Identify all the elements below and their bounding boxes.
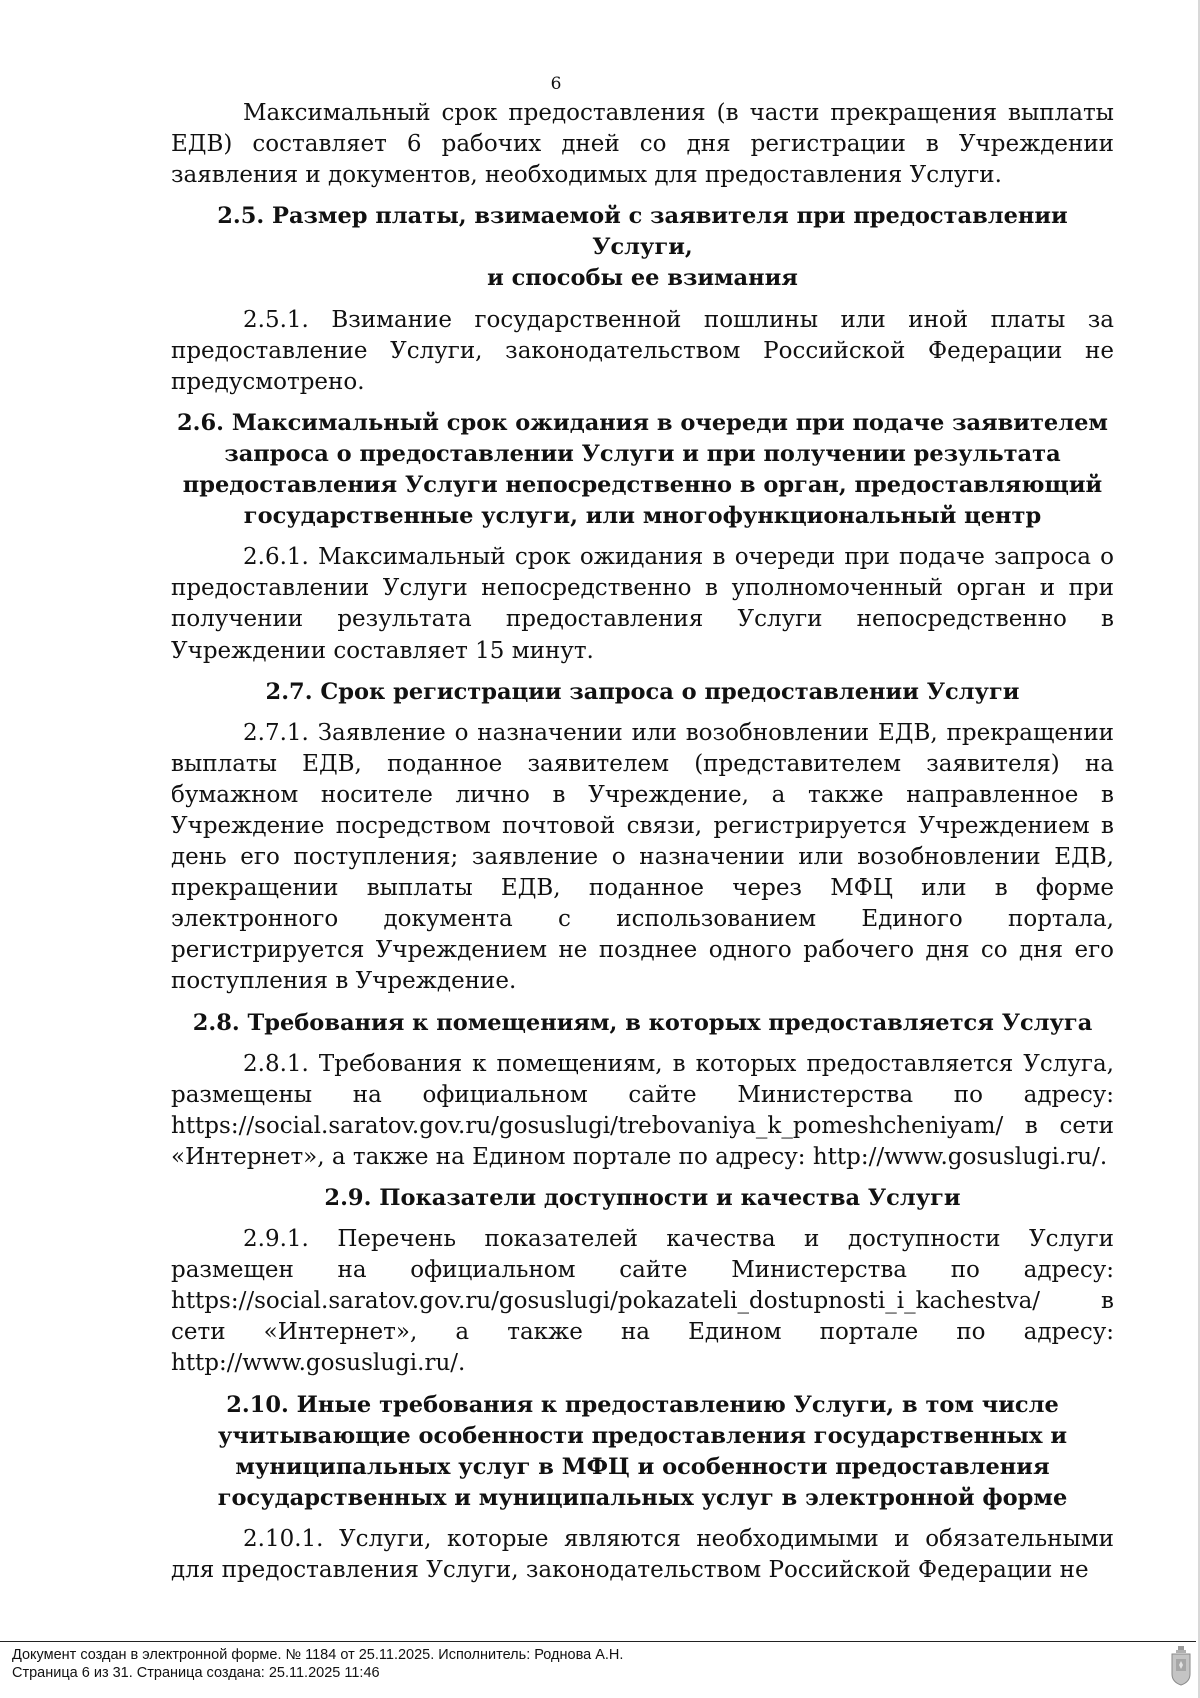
section-heading xyxy=(171,1008,1114,1039)
section-heading xyxy=(171,408,1114,532)
heading-line: предоставления Услуги непосредственно в орган, предоставляющий xyxy=(182,472,1103,499)
heading-line: 2.5. Размер платы, взимаемой с заявителя при предоставлении Услуги, xyxy=(217,203,1068,261)
heading-line: 2.6. Максимальный срок ожидания в очереди при подаче заявителем xyxy=(177,409,1108,436)
section-heading xyxy=(171,677,1114,708)
heading-line: 2.10. Иные требования к предоставлению Услуги, в том числе xyxy=(226,1391,1059,1418)
heading-line: запроса о предоставлении Услуги и при получении результата xyxy=(224,440,1061,467)
coat-of-arms-icon xyxy=(1170,1646,1192,1686)
footer-line-1: Документ создан в электронной форме. № 1184 от 25.11.2025. Исполнитель: Роднова А.Н. xyxy=(12,1647,624,1663)
heading-line: муниципальных услуг в МФЦ и особенности предоставления xyxy=(235,1453,1050,1480)
page-number: 6 xyxy=(550,74,562,94)
document-body xyxy=(171,98,1114,1596)
footer-line-2: Страница 6 из 31. Страница создана: 25.11.2025 11:46 xyxy=(12,1665,380,1681)
heading-line: и способы ее взимания xyxy=(487,265,798,292)
footer-divider xyxy=(0,1641,1196,1642)
body-paragraph: 2.7.1. Заявление о назначении или возобновлении ЕДВ, прекращении выплаты ЕДВ, поданное заявителем (представителем заявителя) на бумажном носителе лично в Учреждение, а также направленное в Учреждение посредством почтовой связи, регистрируется Учреждением в день его поступления; заявление о назначении или возобновлении ЕДВ, прекращении выплаты ЕДВ, поданное через МФЦ или в форме электронного документа с использованием Единого портала, регистрируется Учреждением не позднее одного рабочего дня со дня его поступления в Учреждение. xyxy=(171,719,1114,995)
body-paragraph: 2.5.1. Взимание государственной пошлины или иной платы за предоставление Услуги, законодательством Российской Федерации не предусмотрено. xyxy=(171,306,1114,395)
body-paragraph: 2.10.1. Услуги, которые являются необходимыми и обязательными для предоставления Услуги, законодательством Российской Федерации не xyxy=(171,1525,1114,1584)
heading-line: государственные услуги, или многофункциональный центр xyxy=(243,503,1042,530)
body-paragraph: Максимальный срок предоставления (в части прекращения выплаты ЕДВ) составляет 6 рабочих дней со дня регистрации в Учреждении заявления и документов, необходимых для предоставления Услуги. xyxy=(171,100,1114,189)
document-footer xyxy=(12,1646,623,1682)
section-heading xyxy=(171,1390,1114,1514)
section-heading xyxy=(171,201,1114,294)
body-paragraph: 2.8.1. Требования к помещениям, в которых предоставляется Услуга, размещены на официальном сайте Министерства по адресу: https://social.saratov.gov.ru/gosuslugi/trebovaniya_k_pomeshcheniyam/ в сети «Интернет», а также на Едином портале по адресу: http://www.gosuslugi.ru/. xyxy=(171,1050,1114,1170)
heading-line: учитывающие особенности предоставления государственных и xyxy=(217,1422,1068,1449)
body-paragraph: 2.6.1. Максимальный срок ожидания в очереди при подаче запроса о предоставлении Услуги непосредственно в уполномоченный орган и при получении результата предоставления Услуги непосредственно в Учреждении составляет 15 минут. xyxy=(171,544,1114,664)
section-heading xyxy=(171,1183,1114,1214)
heading-line: 2.9. Показатели доступности и качества Услуги xyxy=(324,1185,961,1211)
heading-line: 2.8. Требования к помещениям, в которых предоставляется Услуга xyxy=(192,1009,1093,1036)
body-paragraph: 2.9.1. Перечень показателей качества и доступности Услуги размещен на официальном сайте Министерства по адресу: https://social.saratov.gov.ru/gosuslugi/pokazateli_dostupnosti_i_kachestva/ в сети «Интернет», а также на Едином портале по адресу: http://www.gosuslugi.ru/. xyxy=(171,1226,1114,1377)
heading-line: государственных и муниципальных услуг в электронной форме xyxy=(217,1484,1068,1511)
heading-line: 2.7. Срок регистрации запроса о предоставлении Услуги xyxy=(265,678,1020,705)
